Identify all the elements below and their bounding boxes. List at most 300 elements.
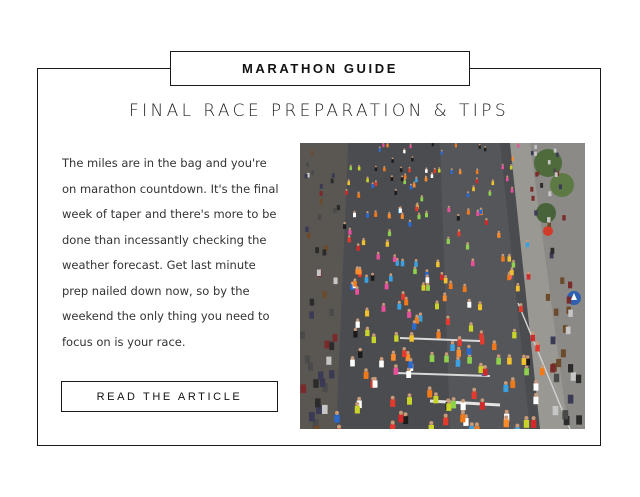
runner-head — [511, 377, 515, 381]
runner — [474, 426, 479, 429]
runner-head — [402, 291, 405, 294]
runner-head — [406, 351, 409, 354]
runner — [467, 210, 470, 214]
runner-head — [410, 332, 413, 335]
runner-head — [506, 176, 508, 178]
runner-head — [358, 192, 360, 194]
runner-head — [515, 424, 519, 428]
runner — [401, 261, 405, 266]
spectator — [317, 270, 321, 277]
runner-head — [534, 380, 538, 384]
runner-head — [459, 169, 461, 171]
runner — [350, 360, 355, 367]
runner — [404, 300, 408, 306]
runner — [483, 369, 488, 376]
runner-head — [372, 333, 375, 336]
runner-head — [379, 147, 381, 149]
runner — [443, 295, 447, 301]
runner-head — [441, 272, 444, 275]
runner — [379, 148, 381, 151]
runner — [414, 262, 418, 267]
runner — [366, 213, 369, 218]
runner — [443, 417, 448, 425]
runner-head — [458, 229, 460, 231]
runner — [385, 284, 389, 290]
runner-head — [383, 166, 385, 168]
runner — [382, 306, 386, 312]
runner — [408, 169, 411, 173]
runner — [358, 351, 363, 358]
runner — [413, 269, 417, 274]
runner-head — [534, 393, 538, 397]
runner-head — [472, 388, 476, 392]
runner-head — [434, 392, 438, 396]
runner-head — [477, 210, 479, 212]
runner — [348, 230, 351, 235]
runner — [480, 402, 485, 410]
runner-head — [366, 211, 368, 213]
spectator — [334, 278, 338, 285]
runner — [444, 356, 449, 363]
runner-head — [391, 421, 395, 425]
runner — [350, 166, 353, 170]
runner-head — [357, 397, 361, 401]
runner — [400, 168, 403, 172]
spectator — [320, 191, 323, 196]
runner-head — [357, 243, 360, 246]
runner — [507, 275, 511, 281]
runner — [372, 337, 376, 344]
spectator — [331, 179, 334, 184]
spectator — [547, 217, 550, 223]
runner — [353, 331, 357, 338]
runner-head — [404, 178, 406, 180]
runner — [457, 216, 460, 221]
runner-head — [343, 222, 345, 224]
spectator — [306, 163, 309, 167]
runner — [374, 212, 377, 217]
runner-head — [508, 272, 511, 275]
runner-head — [367, 177, 369, 179]
runner — [540, 368, 545, 375]
runner — [476, 212, 479, 217]
spectator — [554, 309, 559, 316]
runner-head — [483, 365, 487, 369]
section-badge — [170, 51, 470, 86]
runner-head — [364, 368, 368, 372]
runner — [515, 428, 520, 430]
spectator — [535, 172, 538, 177]
spectator — [320, 199, 323, 204]
spectator — [305, 174, 308, 179]
runner-head — [392, 158, 394, 160]
runner — [436, 262, 440, 267]
spectator — [305, 355, 310, 363]
runner-head — [415, 315, 418, 318]
runner-head — [375, 210, 377, 212]
runner — [415, 207, 418, 211]
spectator — [566, 327, 571, 335]
runner-head — [389, 273, 392, 276]
runner-head — [428, 386, 432, 390]
runner-head — [395, 189, 397, 191]
runner-head — [395, 332, 398, 335]
runner-head — [380, 357, 384, 361]
runner — [403, 180, 406, 184]
runner — [492, 343, 496, 350]
runner-head — [401, 212, 403, 214]
runner — [356, 322, 360, 328]
runner — [375, 167, 378, 171]
runner — [343, 224, 346, 229]
marathon-photo — [300, 143, 585, 429]
runner — [476, 179, 479, 183]
spectator — [540, 183, 543, 188]
runner-head — [375, 166, 377, 168]
runner-head — [468, 299, 471, 302]
runner — [394, 191, 397, 195]
runner-head — [425, 176, 427, 178]
runner-head — [418, 213, 420, 215]
runner — [406, 371, 411, 378]
runner — [365, 330, 369, 336]
runner-head — [489, 190, 491, 192]
runner — [431, 174, 434, 178]
spectator — [311, 151, 314, 155]
runner — [438, 169, 441, 173]
spectator — [330, 309, 335, 316]
runner — [410, 186, 413, 190]
runner-head — [436, 300, 439, 303]
runner — [497, 233, 500, 238]
runner-head — [458, 336, 461, 339]
runner — [364, 372, 369, 379]
runner — [413, 184, 416, 188]
runner — [425, 213, 428, 218]
runner-head — [512, 260, 515, 263]
runner — [531, 420, 536, 428]
spectator — [568, 310, 573, 317]
runner — [510, 166, 513, 170]
runner-head — [441, 150, 443, 152]
runner-head — [409, 220, 411, 222]
runner — [511, 189, 514, 193]
spectator — [333, 208, 336, 213]
runner — [386, 242, 389, 247]
runner — [478, 304, 482, 310]
runner-head — [467, 345, 470, 348]
runner-head — [416, 205, 418, 207]
runner — [358, 167, 361, 171]
runner — [425, 178, 428, 182]
runner-head — [513, 329, 516, 332]
runner-head — [385, 281, 388, 284]
runner-head — [391, 396, 395, 400]
runner-head — [427, 282, 430, 285]
runner-head — [510, 164, 512, 166]
article-title: FINAL RACE PREPARATION & TIPS — [128, 101, 510, 121]
runner-head — [391, 175, 393, 177]
runner-head — [434, 168, 436, 170]
marathon-photo-illustration — [300, 143, 585, 429]
runner — [479, 145, 481, 148]
runner — [467, 348, 472, 355]
runner — [533, 397, 538, 405]
spectator — [534, 145, 537, 149]
runner-head — [472, 258, 475, 261]
runner — [502, 166, 505, 170]
runner-head — [413, 182, 415, 184]
runner — [484, 148, 486, 151]
runner — [345, 191, 348, 195]
runner-head — [526, 355, 530, 359]
runner-head — [531, 332, 534, 335]
runner-head — [426, 167, 428, 169]
runner — [460, 414, 465, 422]
runner — [390, 424, 395, 429]
runner — [432, 143, 434, 146]
spectator — [323, 249, 327, 255]
runner-head — [457, 347, 460, 350]
spectator — [568, 395, 574, 404]
runner-head — [356, 266, 359, 269]
runner — [435, 303, 439, 309]
runner — [446, 319, 450, 325]
runner-head — [505, 410, 509, 414]
runner-head — [409, 167, 411, 169]
spectator — [556, 359, 561, 367]
runner-head — [451, 168, 453, 170]
runner-head — [426, 269, 429, 272]
runner — [444, 278, 448, 284]
spectator — [332, 173, 335, 178]
spectator — [309, 412, 315, 421]
runner-head — [527, 271, 530, 274]
runner — [390, 399, 395, 407]
spectator — [309, 311, 314, 318]
runner — [516, 286, 520, 292]
runner-head — [366, 308, 369, 311]
runner-head — [404, 173, 406, 175]
runner-head — [365, 275, 368, 278]
runner — [388, 231, 391, 236]
runner-head — [498, 231, 500, 233]
runner — [527, 274, 531, 280]
spectator — [320, 184, 323, 189]
spectator — [320, 379, 325, 388]
runner — [389, 276, 393, 282]
runner-head — [419, 312, 422, 315]
spectator — [311, 170, 314, 175]
runner-head — [508, 354, 511, 357]
runner — [434, 170, 437, 174]
runner — [388, 214, 391, 219]
runner-head — [399, 411, 403, 415]
runner — [426, 285, 430, 291]
runner-head — [349, 228, 351, 230]
spectator — [307, 233, 311, 239]
runner — [402, 350, 407, 357]
runner — [377, 254, 380, 259]
runner — [522, 358, 527, 365]
spectator — [314, 426, 320, 429]
runner — [535, 345, 540, 352]
runner-head — [516, 283, 519, 286]
spectator — [559, 184, 562, 189]
runner — [383, 168, 386, 172]
runner — [411, 158, 413, 162]
runner-head — [446, 316, 449, 319]
runner-head — [444, 414, 448, 418]
runner — [401, 177, 404, 181]
runner-head — [394, 364, 398, 368]
spectator — [532, 196, 535, 201]
runner-head — [449, 281, 452, 284]
runner-head — [473, 185, 475, 187]
spectator — [553, 406, 559, 415]
spectator — [567, 297, 571, 304]
runner-head — [413, 320, 416, 323]
runner-head — [445, 352, 448, 355]
runner-head — [541, 365, 545, 369]
runner-head — [426, 275, 429, 278]
runner — [391, 159, 393, 163]
runner — [357, 246, 360, 251]
runner-head — [412, 156, 414, 158]
runner-head — [346, 189, 348, 191]
spectator — [548, 191, 551, 196]
spectator — [322, 405, 328, 414]
spectator — [534, 210, 537, 215]
spectator — [576, 375, 581, 384]
read-article-button[interactable] — [61, 381, 278, 412]
runner — [375, 182, 378, 186]
runner — [436, 332, 440, 339]
runner — [479, 333, 483, 340]
runner-head — [522, 355, 526, 359]
runner-head — [466, 242, 469, 245]
runner-head — [358, 165, 360, 167]
runner-head — [461, 399, 465, 403]
runner — [410, 335, 414, 342]
runner — [427, 390, 432, 397]
runner — [386, 144, 388, 147]
runner-head — [356, 318, 359, 321]
spectator — [329, 370, 334, 378]
runner-head — [456, 357, 460, 361]
runner-head — [350, 165, 352, 167]
runner — [508, 256, 512, 261]
runner-head — [408, 309, 411, 312]
runner — [450, 170, 453, 174]
runner — [467, 193, 470, 197]
runner — [526, 242, 529, 247]
runner — [391, 354, 396, 361]
runner-head — [408, 393, 412, 397]
runner-head — [354, 328, 357, 331]
runner-head — [405, 297, 408, 300]
runner — [365, 277, 369, 283]
spectator — [562, 410, 568, 419]
runner-head — [404, 412, 408, 416]
runner-head — [403, 347, 406, 350]
runner — [394, 335, 398, 342]
runner-head — [358, 267, 361, 270]
runner — [524, 368, 529, 375]
runner-head — [398, 301, 401, 304]
spectator — [305, 227, 309, 233]
spectator — [551, 337, 556, 345]
runner — [391, 177, 394, 181]
runner-head — [410, 184, 412, 186]
runner — [466, 245, 469, 250]
runner-head — [463, 284, 466, 287]
runner — [496, 358, 501, 365]
runner-head — [536, 342, 539, 345]
runner-head — [485, 218, 487, 220]
runner — [479, 210, 482, 214]
runner-head — [415, 259, 418, 262]
runner — [512, 157, 514, 161]
runner-head — [470, 422, 474, 426]
runner-head — [422, 282, 425, 285]
runner-head — [504, 415, 508, 419]
runner — [455, 144, 457, 147]
runner-head — [373, 377, 377, 381]
runner-head — [451, 341, 454, 344]
runner — [456, 360, 461, 367]
runner — [510, 381, 515, 388]
runner — [420, 197, 423, 201]
runner — [469, 325, 473, 331]
runner — [510, 270, 514, 275]
runner — [429, 425, 434, 429]
spectator — [551, 248, 555, 254]
runner — [501, 256, 505, 261]
runner — [441, 151, 443, 154]
runner — [403, 416, 408, 424]
runner-head — [409, 358, 413, 362]
runner — [489, 192, 492, 196]
runner-head — [386, 239, 389, 242]
spectator — [337, 205, 340, 210]
runner-head — [355, 402, 359, 406]
runner-head — [484, 146, 486, 148]
spectator — [555, 172, 558, 177]
runner — [449, 283, 453, 289]
spectator — [313, 379, 318, 388]
runner — [418, 215, 421, 220]
runner — [353, 213, 356, 218]
spectator — [301, 384, 307, 393]
runner — [469, 426, 474, 429]
runner — [355, 406, 360, 414]
spectator — [561, 349, 566, 357]
runner-head — [479, 144, 481, 146]
runner-head — [415, 177, 417, 179]
runner-head — [382, 303, 385, 306]
runner-head — [467, 191, 469, 193]
runner-head — [444, 275, 447, 278]
runner-head — [492, 179, 494, 181]
runner-head — [476, 168, 478, 170]
runner-head — [362, 238, 364, 240]
runner — [471, 261, 475, 266]
runner-head — [410, 143, 412, 145]
runner-head — [348, 179, 350, 181]
runner-head — [359, 348, 362, 351]
runner — [399, 208, 402, 212]
